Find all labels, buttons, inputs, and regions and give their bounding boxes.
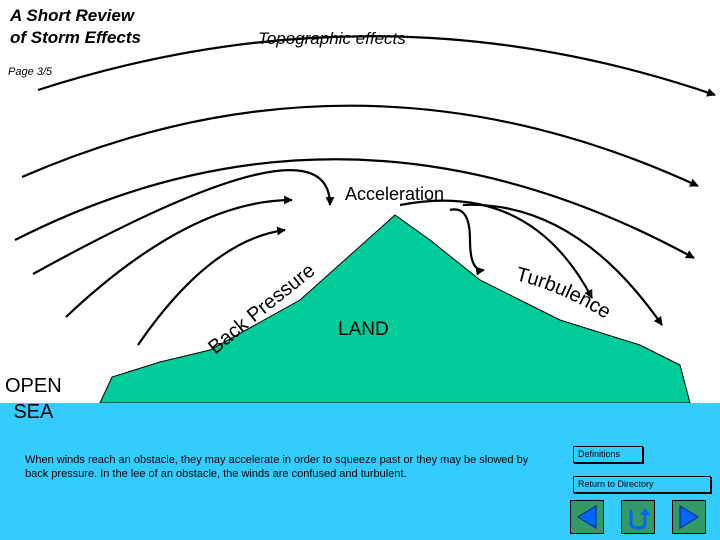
land-label: LAND <box>338 319 389 340</box>
turbulence-label: Turbulence <box>513 263 615 324</box>
page-indicator: Page 3/5 <box>8 66 53 78</box>
definitions-button[interactable]: Definitions <box>573 446 643 463</box>
u-turn-arrow-icon <box>622 501 654 533</box>
return-to-directory-button[interactable]: Return to Directory <box>573 476 711 493</box>
triangle-right-icon <box>673 501 705 533</box>
title-line-2: of Storm Effects <box>10 28 141 47</box>
open-sea-line-2: SEA <box>13 401 54 423</box>
section-subtitle: Topographic effects <box>258 29 406 48</box>
back-pressure-label: Back Pressure <box>204 259 320 359</box>
open-sea-line-1: OPEN <box>5 375 62 397</box>
open-sea-label <box>5 373 62 425</box>
home-button[interactable] <box>621 500 655 534</box>
acceleration-label: Acceleration <box>345 184 445 204</box>
next-page-button[interactable] <box>672 500 706 534</box>
page-title <box>10 5 141 49</box>
wind-arrow-3 <box>15 159 694 258</box>
previous-page-button[interactable] <box>570 500 604 534</box>
title-line-1: A Short Review <box>10 6 135 25</box>
wind-arrow-2 <box>22 106 698 186</box>
description-text: When winds reach an obstacle, they may accelerate in order to squeeze past or they may be slowed by back pressure. In the lee of an obstacle, the winds are confused and turbulent. <box>25 454 529 480</box>
wind-arrow-4 <box>33 170 330 274</box>
triangle-left-icon <box>571 501 603 533</box>
